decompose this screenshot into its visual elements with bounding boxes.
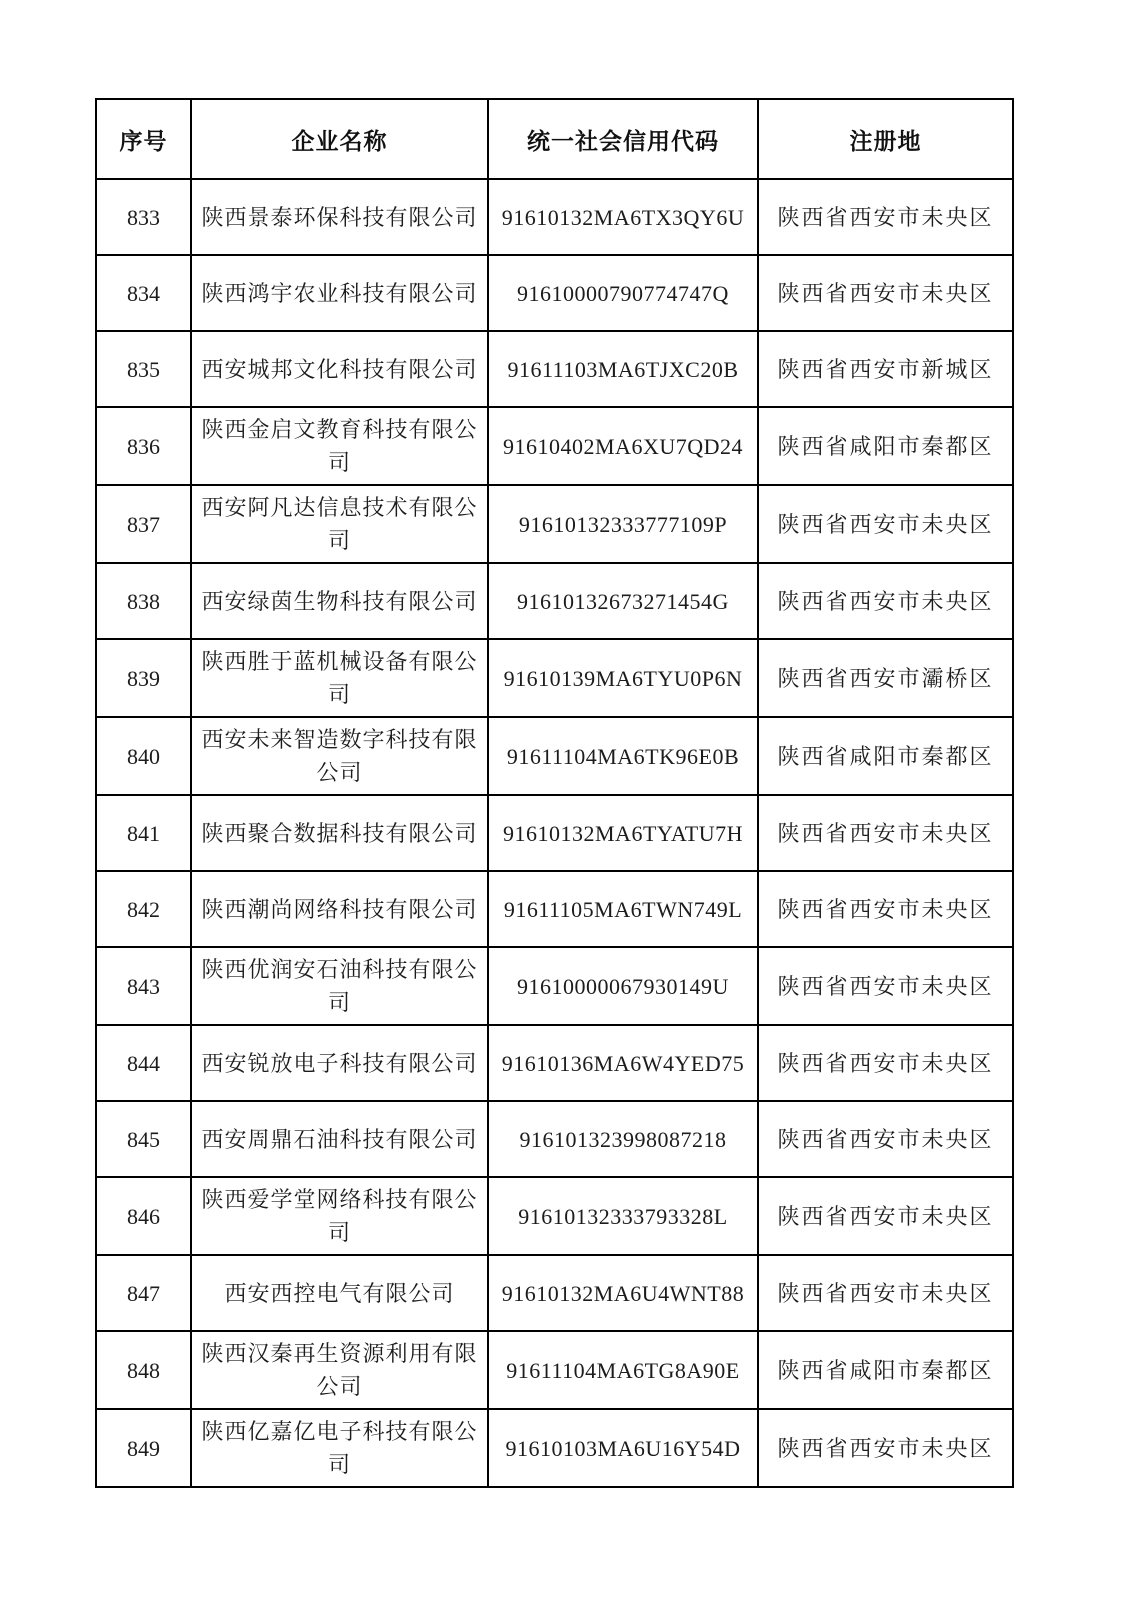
registration-place-cell: 陕西省西安市灞桥区 (758, 639, 1013, 717)
credit-code-cell: 91611104MA6TG8A90E (488, 1331, 758, 1409)
registration-place-cell: 陕西省西安市未央区 (758, 871, 1013, 947)
serial-number-cell: 845 (96, 1101, 191, 1177)
credit-code-cell: 91611103MA6TJXC20B (488, 331, 758, 407)
table-row (96, 255, 1013, 331)
credit-code-cell: 91611104MA6TK96E0B (488, 717, 758, 795)
company-table (95, 98, 1014, 1488)
credit-code-cell: 91610402MA6XU7QD24 (488, 407, 758, 485)
table-row (96, 179, 1013, 255)
table-row (96, 1409, 1013, 1487)
table-row (96, 563, 1013, 639)
registration-place-cell: 陕西省西安市未央区 (758, 795, 1013, 871)
company-name-cell: 陕西汉秦再生资源利用有限公司 (191, 1331, 488, 1409)
company-name-cell: 陕西鸿宇农业科技有限公司 (191, 255, 488, 331)
company-name-cell: 陕西亿嘉亿电子科技有限公司 (191, 1409, 488, 1487)
credit-code-cell: 91610132MA6U4WNT88 (488, 1255, 758, 1331)
table-row (96, 947, 1013, 1025)
credit-code-cell: 91610139MA6TYU0P6N (488, 639, 758, 717)
credit-code-cell: 91610132333793328L (488, 1177, 758, 1255)
registration-place-cell: 陕西省咸阳市秦都区 (758, 717, 1013, 795)
table-row (96, 407, 1013, 485)
serial-number-cell: 847 (96, 1255, 191, 1331)
company-name-cell: 陕西爱学堂网络科技有限公司 (191, 1177, 488, 1255)
table-row (96, 485, 1013, 563)
credit-code-cell: 91610132MA6TYATU7H (488, 795, 758, 871)
serial-number-cell: 834 (96, 255, 191, 331)
table-row (96, 871, 1013, 947)
credit-code-cell: 91610132MA6TX3QY6U (488, 179, 758, 255)
table-row (96, 331, 1013, 407)
table-row (96, 1025, 1013, 1101)
serial-number-cell: 844 (96, 1025, 191, 1101)
credit-code-cell: 91610000790774747Q (488, 255, 758, 331)
registration-place-cell: 陕西省西安市未央区 (758, 255, 1013, 331)
serial-number-cell: 840 (96, 717, 191, 795)
company-name-cell: 陕西景泰环保科技有限公司 (191, 179, 488, 255)
credit-code-cell: 91610132673271454G (488, 563, 758, 639)
table-row (96, 1177, 1013, 1255)
company-name-cell: 陕西潮尚网络科技有限公司 (191, 871, 488, 947)
serial-number-cell: 839 (96, 639, 191, 717)
table-row (96, 1255, 1013, 1331)
serial-number-cell: 841 (96, 795, 191, 871)
registration-place-cell: 陕西省西安市未央区 (758, 1101, 1013, 1177)
header-credit-code: 统一社会信用代码 (488, 99, 758, 179)
header-row (96, 99, 1013, 179)
serial-number-cell: 843 (96, 947, 191, 1025)
serial-number-cell: 837 (96, 485, 191, 563)
table-row (96, 795, 1013, 871)
company-name-cell: 陕西金启文教育科技有限公司 (191, 407, 488, 485)
company-name-cell: 西安锐放电子科技有限公司 (191, 1025, 488, 1101)
credit-code-cell: 916101323998087218 (488, 1101, 758, 1177)
registration-place-cell: 陕西省西安市未央区 (758, 1025, 1013, 1101)
table-row (96, 1331, 1013, 1409)
registration-place-cell: 陕西省西安市未央区 (758, 1255, 1013, 1331)
serial-number-cell: 838 (96, 563, 191, 639)
company-name-cell: 陕西胜于蓝机械设备有限公司 (191, 639, 488, 717)
header-registration-place: 注册地 (758, 99, 1013, 179)
credit-code-cell: 91610103MA6U16Y54D (488, 1409, 758, 1487)
credit-code-cell: 91610136MA6W4YED75 (488, 1025, 758, 1101)
registration-place-cell: 陕西省西安市未央区 (758, 179, 1013, 255)
registration-place-cell: 陕西省西安市未央区 (758, 1409, 1013, 1487)
company-name-cell: 陕西聚合数据科技有限公司 (191, 795, 488, 871)
company-name-cell: 西安阿凡达信息技术有限公司 (191, 485, 488, 563)
header-company-name: 企业名称 (191, 99, 488, 179)
company-name-cell: 西安西控电气有限公司 (191, 1255, 488, 1331)
serial-number-cell: 833 (96, 179, 191, 255)
serial-number-cell: 835 (96, 331, 191, 407)
table-row (96, 717, 1013, 795)
serial-number-cell: 836 (96, 407, 191, 485)
credit-code-cell: 91611105MA6TWN749L (488, 871, 758, 947)
registration-place-cell: 陕西省西安市未央区 (758, 947, 1013, 1025)
credit-code-cell: 91610000067930149U (488, 947, 758, 1025)
registration-place-cell: 陕西省西安市未央区 (758, 1177, 1013, 1255)
company-name-cell: 西安周鼎石油科技有限公司 (191, 1101, 488, 1177)
company-name-cell: 西安绿茵生物科技有限公司 (191, 563, 488, 639)
table-row (96, 1101, 1013, 1177)
registration-place-cell: 陕西省咸阳市秦都区 (758, 407, 1013, 485)
header-serial-number: 序号 (96, 99, 191, 179)
serial-number-cell: 846 (96, 1177, 191, 1255)
registration-place-cell: 陕西省咸阳市秦都区 (758, 1331, 1013, 1409)
registration-place-cell: 陕西省西安市新城区 (758, 331, 1013, 407)
serial-number-cell: 849 (96, 1409, 191, 1487)
company-name-cell: 陕西优润安石油科技有限公司 (191, 947, 488, 1025)
registration-place-cell: 陕西省西安市未央区 (758, 563, 1013, 639)
company-name-cell: 西安未来智造数字科技有限公司 (191, 717, 488, 795)
credit-code-cell: 91610132333777109P (488, 485, 758, 563)
table-row (96, 639, 1013, 717)
registration-place-cell: 陕西省西安市未央区 (758, 485, 1013, 563)
company-name-cell: 西安城邦文化科技有限公司 (191, 331, 488, 407)
serial-number-cell: 848 (96, 1331, 191, 1409)
serial-number-cell: 842 (96, 871, 191, 947)
